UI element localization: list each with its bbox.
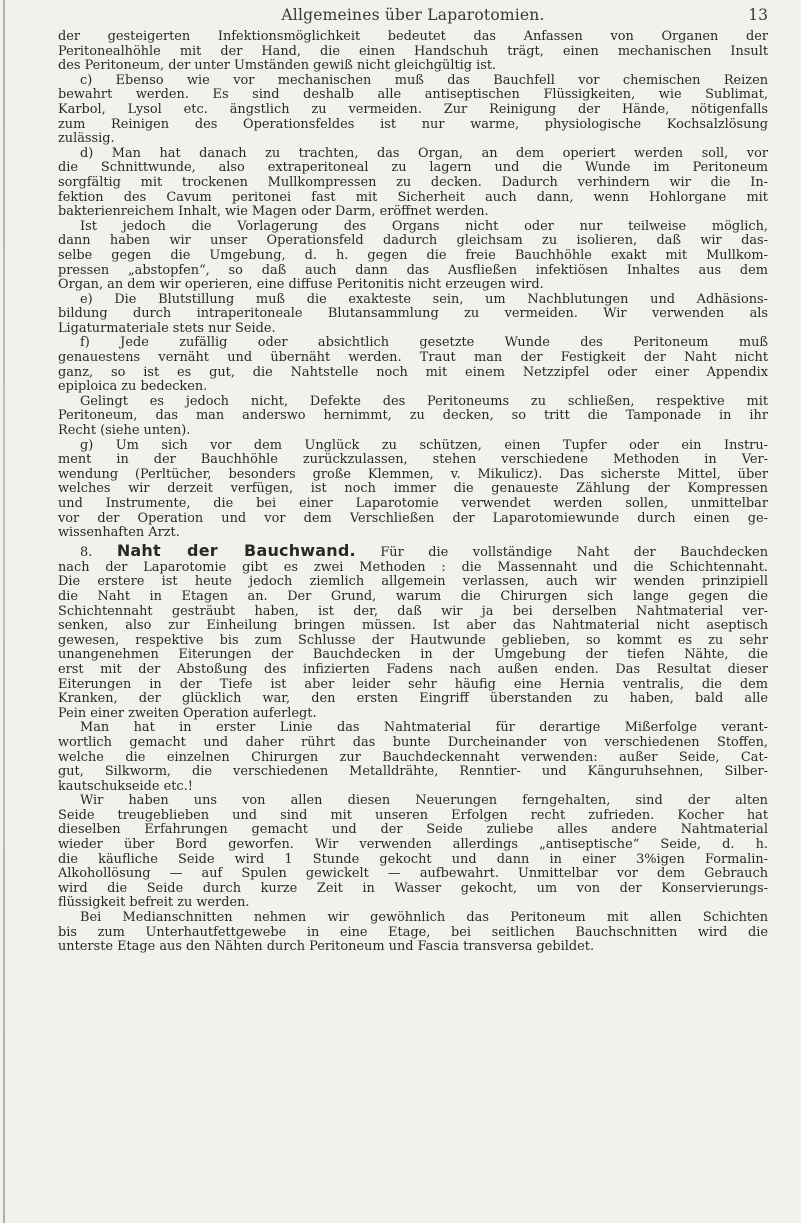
binding-edge xyxy=(3,0,5,1223)
paragraph-start: Gelingt es jedoch nicht, Defekte des Peritoneums zu schließen, respektive mit xyxy=(80,394,768,409)
text-line: wendung (Perltücher, besonders große Klemmen, v. Mikulicz). Das sicherste Mittel, über xyxy=(58,467,768,482)
text-line: Ligaturmateriale stets nur Seide. xyxy=(58,321,276,336)
paragraph-start: Man hat in erster Linie das Nahtmaterial für derartige Mißerfolge verant- xyxy=(80,721,768,736)
text-line: dieselben Erfahrungen gemacht und der Seide zuliebe alles andere Nahtmaterial xyxy=(58,823,768,838)
text-line: wissenhaften Arzt. xyxy=(58,526,180,541)
section-8-heading-line xyxy=(58,541,768,561)
text-line: zum Reinigen des Operationsfeldes ist nur warme, physiologische Kochsalzlösung xyxy=(58,117,768,132)
header-title: Allgemeines über Laparotomien. xyxy=(281,6,545,24)
text-line: bildung durch intraperitoneale Blutansammlung zu vermeiden. Wir verwenden als xyxy=(58,307,768,322)
page-number: 13 xyxy=(748,6,768,24)
text-line: Seide treugeblieben und sind mit unseren Erfolgen recht zufrieden. Kocher hat xyxy=(58,808,768,823)
text-line: wieder über Bord geworfen. Wir verwenden allerdings „antiseptische“ Seide, d. h. xyxy=(58,838,768,853)
paragraph-start: Ist jedoch die Vorlagerung des Organs nicht oder nur teilweise möglich, xyxy=(80,219,768,234)
text-line: des Peritoneum, der unter Umständen gewiß nicht gleichgültig ist. xyxy=(58,59,497,74)
paragraph-start: Wir haben uns von allen diesen Neuerungen ferngehalten, sind der alten xyxy=(80,794,768,809)
text-line: bis zum Unterhautfettgewebe in eine Etage, bei seitlichen Bauchschnitten wird die xyxy=(58,925,768,940)
paragraph-g-start: g) Um sich vor dem Unglück zu schützen, einen Tupfer oder ein Instru- xyxy=(80,438,768,453)
text-line: Die erstere ist heute jedoch ziemlich allgemein verlassen, auch wir wenden prinzipiell xyxy=(58,575,768,590)
text-line: gut, Silkworm, die verschiedenen Metalldrähte, Renntier- und Känguruhsehnen, Silber- xyxy=(58,765,768,780)
text-line: sorgfältig mit trockenen Mullkompressen zu decken. Dadurch verhindern wir die In- xyxy=(58,175,768,190)
text-line: der gesteigerten Infektionsmöglichkeit bedeutet das Anfassen von Organen der xyxy=(58,30,768,44)
text-line: unterste Etage aus den Nähten durch Peritoneum und Fascia transversa gebildet. xyxy=(58,940,595,955)
text-line: ganz, so ist es gut, die Nahtstelle noch mit einem Netzzipfel oder einer Appendix xyxy=(58,365,768,380)
text-line: dann haben wir unser Operationsfeld dadurch gleichsam zu isolieren, daß wir das- xyxy=(58,234,768,249)
text-line: unangenehmen Eiterungen der Bauchdecken in der Umgebung der tiefen Nähte, die xyxy=(58,648,768,663)
text-line: bewahrt werden. Es sind deshalb alle antiseptischen Flüssigkeiten, wie Sublimat, xyxy=(58,88,768,103)
text-line: genauestens vernäht und übernäht werden. Traut man der Festigkeit der Naht nicht xyxy=(58,351,768,366)
text-line: bakterienreichem Inhalt, wie Magen oder Darm, eröffnet werden. xyxy=(58,205,489,220)
text-line: Schichtennaht gesträubt haben, ist der, daß wir ja bei derselben Nahtmaterial ver- xyxy=(58,604,768,619)
text-line: Kranken, der glücklich war, den ersten Eingriff überstanden zu haben, bald alle xyxy=(58,692,768,707)
text-line: selbe gegen die Umgebung, d. h. gegen die freie Bauchhöhle exakt mit Mullkom- xyxy=(58,248,768,263)
text-line: kautschukseide etc.! xyxy=(58,779,193,794)
text-line: senken, also zur Einheilung bringen müssen. Ist aber das Nahtmaterial nicht aseptisch xyxy=(58,619,768,634)
text-line: flüssigkeit befreit zu werden. xyxy=(58,896,250,911)
text-line: Alkohollösung — auf Spulen gewickelt — aufbewahrt. Unmittelbar vor dem Gebrauch xyxy=(58,867,768,882)
text-line: Pein einer zweiten Operation auferlegt. xyxy=(58,706,317,721)
text-line: und Instrumente, die bei einer Laparotomie verwendet werden sollen, unmittelbar xyxy=(58,497,768,511)
text-line: fektion des Cavum peritonei fast mit Sicherheit auch dann, wenn Hohlorgane mit xyxy=(58,190,768,205)
text-line: Organ, an dem wir operieren, eine diffuse Peritonitis nicht erzeugen wird. xyxy=(58,278,544,293)
text-line: vor der Operation und vor dem Verschließen der Laparotomiewunde durch einen ge- xyxy=(58,511,768,526)
paragraph-f-start: f) Jede zufällig oder absichtlich gesetzte Wunde des Peritoneum muß xyxy=(80,336,768,351)
text-line: erst mit der Abstoßung des infizierten Fadens nach außen enden. Das Resultat dieser xyxy=(58,662,768,677)
running-header xyxy=(58,4,768,30)
text-line: ment in der Bauchhöhle zurückzulassen, stehen verschiedene Methoden in Ver- xyxy=(58,453,768,468)
text-line: die Schnittwunde, also extraperitoneal zu lagern und die Wunde im Peritoneum xyxy=(58,161,768,176)
section-heading: Naht der Bauchwand. xyxy=(116,540,356,560)
section-first-line: Für die vollständige Naht der Bauchdecken xyxy=(380,544,768,560)
text-line: Peritonealhöhle mit der Hand, die einen Handschuh trägt, einen mechanischen Insult xyxy=(58,44,768,59)
text-line: zulässig. xyxy=(58,132,115,147)
section-number: 8. xyxy=(80,544,93,560)
paragraph-start: Bei Medianschnitten nehmen wir gewöhnlich das Peritoneum mit allen Schichten xyxy=(80,911,768,926)
text-line: Recht (siehe unten). xyxy=(58,424,191,439)
text-line: wortlich gemacht und daher rührt das bunte Durcheinander von verschiedenen Stoffen, xyxy=(58,735,768,750)
paragraph-d-start: d) Man hat danach zu trachten, das Organ, an dem operiert werden soll, vor xyxy=(80,146,768,161)
paragraph-c-start: c) Ebenso wie vor mechanischen muß das Bauchfell vor chemischen Reizen xyxy=(80,73,768,88)
text-line: pressen „abstopfen“, so daß auch dann das Ausfließen infektiösen Inhaltes aus dem xyxy=(58,263,768,278)
text-line: welche die einzelnen Chirurgen zur Bauchdeckennaht verwenden: außer Seide, Cat- xyxy=(58,750,768,765)
paragraph-e-start: e) Die Blutstillung muß die exakteste sein, um Nachblutungen und Adhäsions- xyxy=(80,292,768,307)
text-line: wird die Seide durch kurze Zeit in Wasser gekocht, um von der Konservierungs- xyxy=(58,881,768,896)
text-line: Karbol, Lysol etc. ängstlich zu vermeiden. Zur Reinigung der Hände, nötigenfalls xyxy=(58,102,768,117)
text-line: Eiterungen in der Tiefe ist aber leider sehr häufig eine Hernia ventralis, die dem xyxy=(58,677,768,692)
text-line: gewesen, respektive bis zum Schlusse der Hautwunde geblieben, so kommt es zu sehr xyxy=(58,633,768,648)
text-line: die Naht in Etagen an. Der Grund, warum die Chirurgen sich lange gegen die xyxy=(58,589,768,604)
text-line: epiploica zu bedecken. xyxy=(58,380,208,395)
body-text xyxy=(58,30,768,955)
text-line: Peritoneum, das man anderswo hernimmt, zu decken, so tritt die Tamponade in ihr xyxy=(58,409,768,424)
text-line: welches wir derzeit verfügen, ist noch immer die genaueste Zählung der Kompressen xyxy=(58,482,768,497)
text-line: nach der Laparotomie gibt es zwei Methoden : die Massennaht und die Schichtennaht. xyxy=(58,560,768,575)
text-line: die käufliche Seide wird 1 Stunde gekocht und dann in einer 3%igen Formalin- xyxy=(58,852,768,867)
